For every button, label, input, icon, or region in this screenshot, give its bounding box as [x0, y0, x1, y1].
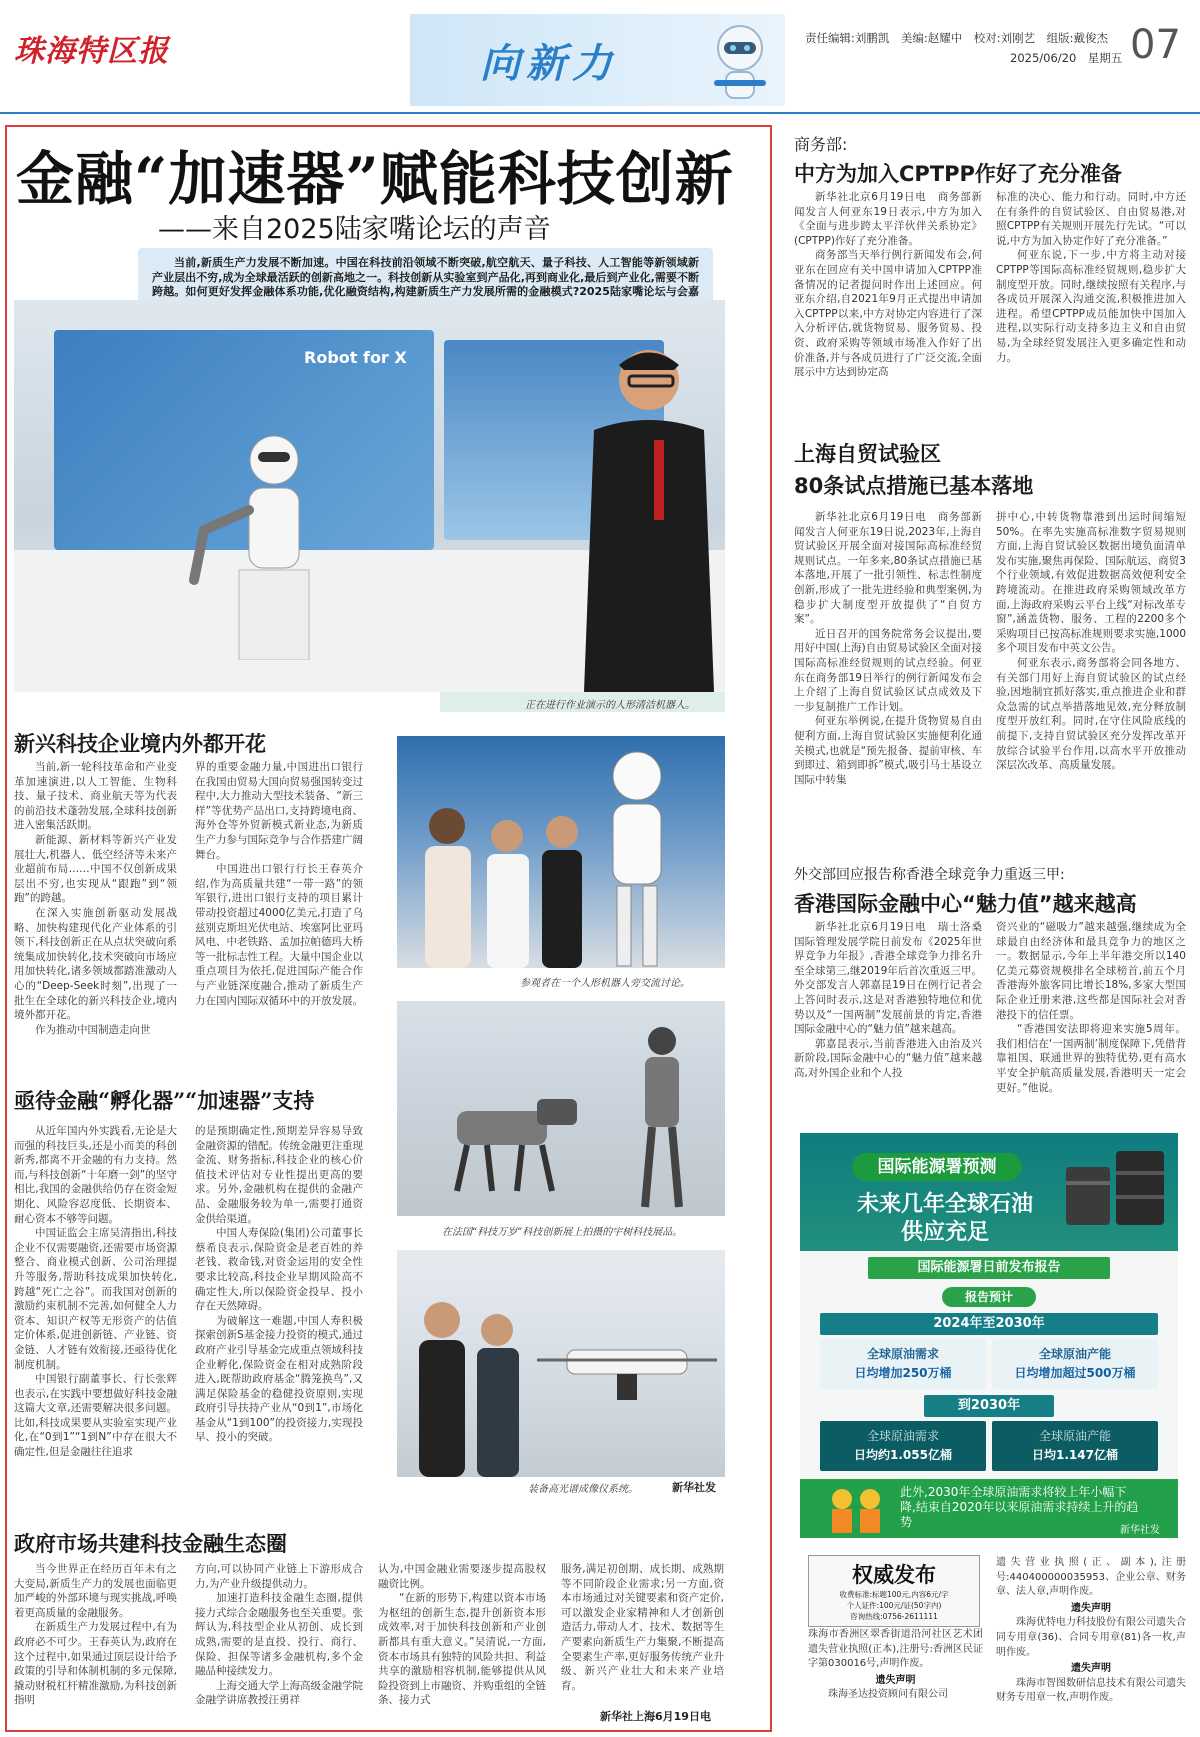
section3-title: 政府市场共建科技金融生态圈	[14, 1531, 287, 1556]
story3-column1	[794, 920, 982, 1115]
demand2030-value: 日均约1.055亿桶	[854, 1448, 952, 1462]
story3-kicker: 外交部回应报告称香港全球竞争力重返三甲:	[794, 867, 1065, 883]
demand-box	[820, 1339, 986, 1389]
capacity2030-box	[992, 1421, 1158, 1471]
masthead-divider	[0, 112, 1200, 114]
paragraph: 新能源、新材料等新兴产业发展壮大,机器人、低空经济等未来产业超前布局……中国不仅创新成果层出不穷,也实现从“跟跑”到“领跑”的跨越。	[14, 833, 177, 905]
section3-column2	[195, 1562, 363, 1722]
classifieds-col2	[808, 1628, 983, 1728]
paragraph: 新华社北京6月19日电 瑞士洛桑国际管理发展学院日前发布《2025年世界竞争力年报》,香港全球竞争力排名升至全球第三,继2019年后首次重返三甲。外交部发言人郭嘉昆19日在例行记者会上答问时表示,这是对香港独特地位和优势以及“一国两制”发展前景的肯定,香港国际金融中心的“魅力值”越来越高。	[794, 921, 982, 1036]
report-label: 国际能源署日前发布报告	[868, 1257, 1110, 1279]
section3-column4	[561, 1562, 724, 1707]
paragraph: 在深入实施创新驱动发展战略、加快构建现代化产业体系的引领下,科技创新正在从点状突破向系统集成加快转化,技术突破向市场应用加快转化,诸多领域都踏准激动人心的“Deep-Seek时刻”,出现了一批生在全球化的新兴科技企业,境内境外都开花。	[14, 906, 177, 1022]
lead-headline: 金融“加速器”赋能科技创新	[16, 145, 734, 213]
demand2030-label: 全球原油需求	[866, 1429, 939, 1443]
paragraph: 作为推动中国制造走向世	[35, 1023, 151, 1036]
paragraph: 何亚东表示,商务部将会同各地方、有关部门用好上海自贸试验区的试点经验,因地制宜抓好落实,重点推进企业和群众急需的试点举措落地见效,充分释放制度型开放红利。同时,在守住风险底线的前提下,支持自贸试验区充分发挥改革开放综合试验平台作用,以高水平开放推动深层次改革、高质量发展。	[996, 656, 1186, 772]
engineers-figure	[407, 1290, 527, 1477]
paragraph: 标准的决心、能力和行动。同时,中方还在有条件的自贸试验区、自由贸易港,对照CPTPP有关规则开展先行先试。“可以说,中方为加入协定作好了充分准备。”	[996, 191, 1186, 247]
notice-text: 珠海市智图数研信息技术有限公司遗失财务专用章一枚,声明作废。	[996, 1677, 1186, 1704]
infographic-footnote: 此外,2030年全球原油需求将较上年小幅下降,结束自2020年以来原油需求持续上升的趋势	[900, 1485, 1139, 1529]
notice-title: 遗失声明	[1071, 1663, 1111, 1675]
drone-figure	[537, 1320, 717, 1410]
infographic-tag: 国际能源署预测	[852, 1153, 1022, 1181]
photo4-credit: 新华社发	[672, 1481, 716, 1494]
classifieds-title: 权威发布	[852, 1562, 936, 1587]
paragraph: 界的重要金融力量,中国进出口银行在我国由贸易大国向贸易强国转变过程中,大力推动大型技术装备、“新三样”等优势产品出口,支持跨境电商、海外仓等外贸新模式新业态,为新质生产力参与国际竞争与合作搭建广阔舞台。	[195, 761, 363, 861]
column-banner	[410, 14, 785, 106]
paragraph: 为破解这一难题,中国人寿积极探索创新S基金接力投资的模式,通过政府产业引导基金完成重点领域科技企业孵化,保险资金在相对成熟阶段进入,既帮助政府基金“腾笼换鸟”,又满足保险基金的稳健投资原则,实现政府引导扶持产业从“0到1”,市场化基金从“1到100”的投资接力,实现投早、投小的突破。	[195, 1314, 363, 1444]
paragraph: 当今世界正在经历百年未有之大变局,新质生产力的发展也面临更加严峻的外部环境与现实挑战,呼唤着更高质量的金融服务。	[14, 1563, 177, 1619]
classifieds-col3	[996, 1556, 1186, 1732]
story1-headline: 中方为加入CPTPP作好了充分准备	[794, 162, 1122, 186]
notice-text: 遗失营业执照(正、副本),注册号:440400000035953、企业公章、财务章、法人章,声明作废。	[996, 1557, 1186, 1598]
lead-intro: 当前,新质生产力发展不断加速。中国在科技前沿领域不断突破,航空航天、量子科技、人工智能等新领域新产业层出不穷,成为全球最活跃的创新高地之一。科技创新从实验室到产品化,再到商业化,最后到产业化,需要不断跨越。如何更好发挥金融体系功能,优化融资结构,构建新质生产力发展所需的金融模式?2025陆家嘴论坛与会嘉	[152, 256, 699, 298]
paragraph: 资兴业的“磁吸力”越来越强,继续成为全球最自由经济体和最具竞争力的地区之一。数据显示,今年上半年港交所以140亿美元募资规模排名全球榜首,前五个月香港海外旅客同比增长18%,多家大型国际企业迁册来港,这些都是国际社会对香港投下的信任票。	[996, 921, 1186, 1021]
story1-kicker: 商务部:	[794, 135, 848, 154]
infographic-title-line1: 未来几年全球石油	[856, 1192, 1033, 1217]
paragraph: 中国进出口银行行长王春英介绍,作为高质量共建“一带一路”的领军银行,进出口银行支持的项目累计带动投资超过4000亿美元,打造了乌兹别克斯坦光伏电站、埃塞阿比亚玛风电、中老铁路、孟加拉帕德玛大桥等一批标志性工程。大量中国企业以重点项目为依托,促进国际产能合作与产业链深度融合,推动了新质生产力在国内国际双循环中的开放发展。	[195, 863, 363, 1007]
demand-value: 日均增加250万桶	[854, 1366, 952, 1380]
issue-date: 2025/06/20 星期五	[1010, 51, 1123, 65]
by2030-label: 到2030年	[924, 1395, 1054, 1417]
paragraph: 新华社北京6月19日电 商务部新闻发言人何亚东19日表示,中方为加入《全面与进步跨太平洋伙伴关系协定》(CPTPP)作好了充分准备。	[794, 191, 982, 247]
photo-visitors-robot	[397, 736, 725, 968]
story3-headline: 香港国际金融中心“魅力值”越来越高	[794, 892, 1137, 916]
paragraph: “在新的形势下,构建以资本市场为枢纽的创新生态,提升创新资本形成效率,对于加快科技创新和产业创新都具有重大意义。”吴清说,一方面,资本市场具有独特的风险共担、利益共享的激励相容机制,能够提供从风险投资到上市融资、并购重组的全链条、接力式	[378, 1592, 546, 1707]
infographic-credit: 新华社发	[1120, 1525, 1160, 1536]
humanoid-robot-small-figure	[617, 1021, 707, 1211]
capacity2030-value: 日均1.147亿桶	[1032, 1448, 1118, 1462]
photo3-caption: 在法国“科技万岁”科技创新展上拍摄的宇树科技展品。	[442, 1227, 683, 1238]
paragraph: 服务,满足初创期、成长期、成熟期等不同阶段企业需求;另一方面,资本市场通过对关键要素和资产定价,可以激发企业家精神和人才创新创造活力,带动人才、技术、数据等生产要素向新质生产力集聚,不断提高全要素生产率,更好服务传统产业升级、新兴产业壮大和未来产业培育。	[561, 1563, 724, 1692]
paragraph: 何亚东说,下一步,中方将主动对接CPTPP等国际高标准经贸规则,稳步扩大制度型开放。同时,继续按照有关程序,与各成员开展深入沟通交流,积极推进加入进程。希望CPTPP成员能加快中国加入进程,以实际行动支持多边主义和自由贸易,为全球经贸发展注入更多确定性和动力。	[996, 249, 1186, 364]
paragraph: 拼中心,中转货物靠港到出运时间缩短50%。在率先实施高标准数字贸易规则方面,上海自贸试验区数据出境负面清单发布实施,聚焦再保险、国际航运、商贸3个行业领域,有效促进数据高效便利安全跨境流动。在推进政府采购领域改革方面,上海政府采购云平台上线“对标改革专窗”,涵盖货物、服务、工程的2200多个采购项目已按高标准规则要求实施,1000多个项目发布中英文公告。	[996, 511, 1186, 655]
capacity2030-label: 全球原油产能	[1038, 1429, 1111, 1443]
section3-column3	[378, 1562, 546, 1722]
paragraph: 在新质生产力发展过程中,有为政府必不可少。王春英认为,政府在这个过程中,如果通过顶层设计给予政策的引导和体制机制的多元保障,撬动财税杠杆精准激励,为科技创新指明	[14, 1621, 177, 1707]
section2-column2	[195, 1124, 363, 1544]
robot-dog-figure	[437, 1091, 587, 1201]
paragraph: 当前,新一轮科技革命和产业变革加速演进,以人工智能、生物科技、量子技术、商业航天等为代表的前沿技术蓬勃发展,全球科技创新进入密集活跃期。	[14, 761, 177, 832]
classifieds-id-rate: 个人证件:100元/证(50字内)	[846, 1601, 942, 1610]
classifieds-box	[808, 1555, 980, 1627]
humanoid-robot-figure	[577, 746, 697, 968]
story2-column1	[794, 510, 982, 825]
paragraph: 郭嘉昆表示,当前香港进入由治及兴新阶段,国际金融中心的“魅力值”越来越高,对外国企业和个人投	[794, 1037, 982, 1079]
notice-title: 遗失声明	[875, 1674, 916, 1686]
lead-byline: 新华社上海6月19日电	[600, 1710, 711, 1723]
photo2-caption: 参观者在一个人形机器人旁交流讨论。	[520, 978, 690, 989]
photo-hyperspectral-drone	[397, 1250, 725, 1477]
section1-column2	[195, 760, 363, 1060]
robot-mascot-icon	[700, 20, 780, 104]
story1-column2	[996, 190, 1186, 395]
paragraph: 中国证监会主席吴清指出,科技企业不仅需要融资,还需要市场资源整合、商业模式创新、公司治理提升等服务,帮助科技成果加快转化,跨越“死亡之谷”。而我国对创新的激励约束机制不完善,如何健全人力资本、知识产权等无形资产的估值定价体系,促进创新链、产业链、资金链、人才链有效衔接,还亟待优化制度机制。	[14, 1227, 177, 1371]
paragraph: 加速打造科技金融生态圈,提供接力式综合金融服务也至关重要。张辉认为,科技型企业从初创、成长到成熟,需要的是直投、投行、商行、保险、担保等诸多金融机构,多个金融品种接续发力。	[195, 1592, 363, 1678]
section2-title: 亟待金融“孵化器”“加速器”支持	[14, 1088, 315, 1113]
notice-text: 珠海圣达投资顾问有限公司	[828, 1689, 948, 1701]
paragraph: 商务部当天举行例行新闻发布会,何亚东在回应有关中国申请加入CPTPP准备情况的记者提问时作出上述回应。何亚东介绍,自2021年9月正式提出申请加入CPTPP以来,中方对协定内容进行了深入分析评估,就货物贸易、服务贸易、投资、政府采购等领域市场准入作好了出价准备,并与各成员进行了广泛交流,全面展示中方达到协定高	[794, 249, 982, 379]
story2-column2	[996, 510, 1186, 825]
main-photo	[14, 300, 725, 692]
editors-line: 责任编辑:刘鹏凯 美编:赵耀中 校对:刘刚艺 组版:戴俊杰	[805, 31, 1108, 45]
paragraph: 何亚东举例说,在提升货物贸易自由便利方面,上海自贸试验区实施便利化通关模式,也就是“预先报备、提前审核、车到即过、箱到即拆”模式,吸引马士基设立国际中转集	[794, 715, 982, 786]
notice-text: 珠海市香洲区翠香街道沿河社区艺术团遗失营业执照(正本),注册号:香洲区民证字第030016号,声明作废。	[808, 1629, 983, 1670]
paragraph: 方向,可以协同产业链上下游形成合力,为产业升级提供动力。	[195, 1563, 363, 1590]
visitors-figure	[407, 796, 587, 968]
visitor-figure	[574, 340, 714, 692]
column-title: 向新力	[480, 40, 618, 87]
paragraph: 近日召开的国务院常务会议提出,要用好中国(上海)自由贸易试验区全面对接国际高标准经贸规则的试点经验。何亚东在商务部19日举行的例行新闻发布会上介绍了上海自贸试验区试点成效及下一步复制推广工作计划。	[794, 627, 982, 713]
paragraph: “香港国安法即将迎来实施5周年。我们相信在‘一国两制’制度保障下,凭借背靠祖国、联通世界的独特优势,更有高水平安全护航高质量发展,香港明天一定会更好。”他说。	[996, 1023, 1186, 1094]
section2-column1	[14, 1124, 177, 1544]
photo4-caption: 装备高光谱成像仪系统。	[528, 1484, 638, 1495]
story3-column2	[996, 920, 1186, 1115]
paragraph: 新华社北京6月19日电 商务部新闻发言人何亚东19日说,2023年,上海自贸试验区开展全面对接国际高标准经贸规则试点。一年多来,80条试点措施已基本落地,开展了一批引领性、标志性制度创新,形成了一批先进经验和典型案例,为稳步扩大制度型开放提供了“自贸方案”。	[794, 511, 982, 626]
section3-column1	[14, 1562, 177, 1722]
story2-headline-line1: 上海自贸试验区	[794, 442, 941, 466]
classifieds-hotline: 咨询热线:0756-2611111	[850, 1612, 938, 1621]
paragraph: 中国银行副董事长、行长张辉也表示,在实践中要想做好科技金融这篇大文章,还需要解决很多问题。比如,科技成果要从实验室实现产业化,在“0到1”“1到N”中存在很大不确定性,但是金融往往追求	[14, 1373, 177, 1459]
infographic-title-line2: 供应充足	[900, 1220, 989, 1245]
story1-column1	[794, 190, 982, 395]
main-photo-caption: 正在进行作业演示的人形清洁机器人。	[525, 700, 695, 711]
paper-name: 珠海特区报	[14, 34, 169, 69]
section1-title: 新兴科技企业境内外都开花	[14, 731, 266, 756]
paragraph: 中国人寿保险(集团)公司董事长蔡希良表示,保险资金是老百姓的养老钱、救命钱,对资金运用的安全性要求比较高,科技企业早期风险高不确定性大,所以保险资金投早、投小存在天然障碍。	[195, 1227, 363, 1313]
paragraph: 认为,中国金融业需要逐步提高股权融资比例。	[378, 1563, 546, 1590]
period-label: 2024年至2030年	[820, 1313, 1158, 1335]
paragraph: 从近年国内外实践看,无论是大而强的科技巨头,还是小而美的科创新秀,都离不开金融的有力支持。然而,与科技创新“十年磨一剑”的坚守相比,我国的金融供给仍存在资金短期化、风险容忍度低、长期资本、耐心资本不够等问题。	[14, 1125, 177, 1225]
cleaning-robot-figure	[184, 430, 344, 660]
demand2030-box	[820, 1421, 986, 1471]
forecast-label: 报告预计	[942, 1287, 1036, 1307]
notice-title: 遗失声明	[1071, 1602, 1111, 1614]
capacity-label: 全球原油产能	[1038, 1347, 1111, 1361]
workers-icon	[826, 1485, 892, 1533]
notice-text: 珠海优特电力科技股份有限公司遗失合同专用章(36)、合同专用章(81)各一枚,声明作废。	[996, 1617, 1186, 1658]
oil-infographic	[800, 1133, 1178, 1538]
page-number: 07	[1130, 22, 1181, 68]
capacity-value: 日均增加超过500万桶	[1014, 1366, 1136, 1380]
capacity-box	[992, 1339, 1158, 1389]
demand-label: 全球原油需求	[866, 1347, 939, 1361]
paragraph: 上海交通大学上海高级金融学院金融学讲席教授汪勇祥	[195, 1679, 363, 1707]
lead-subheadline: ——来自2025陆家嘴论坛的声音	[158, 214, 551, 245]
classifieds-rate: 收费标准:标题100元,内容6元/字	[839, 1590, 949, 1599]
story2-headline-line2: 80条试点措施已基本落地	[794, 474, 1034, 498]
robot-sign: Robot for X	[304, 348, 407, 367]
photo-robot-dogs	[397, 1001, 725, 1216]
paragraph: 的是预期确定性,预期差异容易导致金融资源的错配。传统金融更注重现金流、财务指标,科技企业的核心价值技术评估对专业性提出更高的要求。另外,金融机构在提供的金融产品、金融服务较为单一,需要打通资金供给渠道。	[195, 1125, 363, 1225]
section1-column1	[14, 760, 177, 1060]
